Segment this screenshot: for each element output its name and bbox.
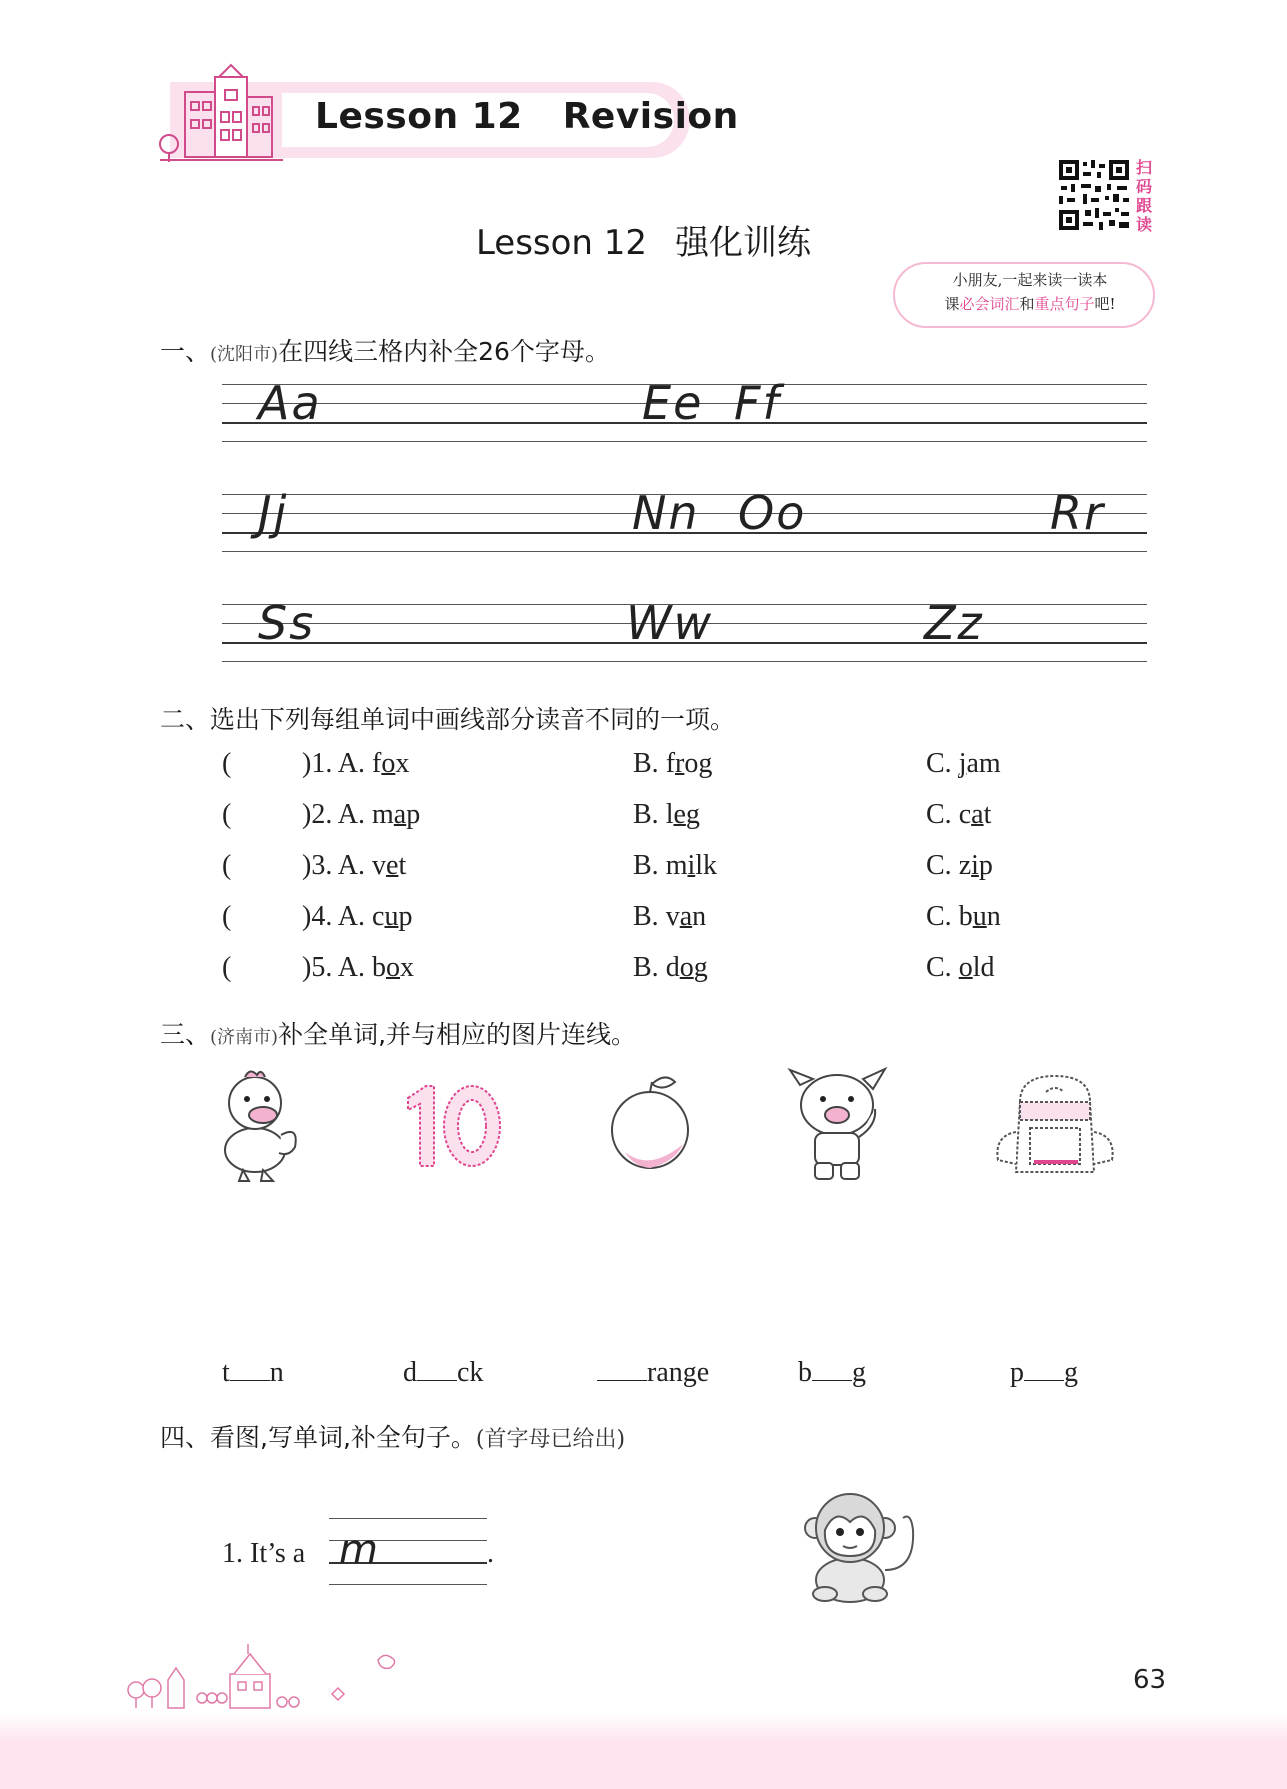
fill-in-word[interactable]	[222, 1357, 284, 1389]
section-2-number: 二、	[160, 705, 211, 734]
section-3-instruction: 补全单词,并与相应的图片连线。	[278, 1020, 637, 1049]
letter-pair: Nn	[632, 486, 700, 540]
question-number: 3. A.	[311, 850, 366, 881]
answer-paren-close: )	[302, 850, 312, 881]
section-3-title	[160, 1015, 636, 1051]
word-suffix: g	[852, 1357, 866, 1388]
option-b[interactable]	[633, 850, 717, 882]
word-suffix: g	[1064, 1357, 1078, 1388]
word-part: f	[665, 748, 676, 779]
given-first-letter: m	[339, 1527, 380, 1573]
option-label: B.	[633, 952, 659, 983]
fill-in-word[interactable]	[798, 1357, 866, 1389]
underlined-letter: e	[386, 850, 399, 881]
word-part: d	[665, 952, 680, 983]
answer-paren-open: (	[222, 952, 232, 983]
word-part: t	[983, 799, 992, 830]
underlined-letter: u	[384, 901, 399, 932]
letter-pair: Zz	[924, 596, 984, 650]
word-part: v	[372, 850, 387, 881]
underlined-letter: i	[687, 850, 696, 881]
letter-pair: Ff	[734, 376, 781, 430]
subtitle-lesson-label: Lesson 12	[475, 223, 648, 263]
option-label: B.	[633, 799, 659, 830]
speech-bubble	[893, 262, 1155, 328]
page-number: 63	[1133, 1665, 1167, 1695]
section-1-city: (沈阳市)	[210, 344, 279, 365]
word-part: g	[693, 952, 708, 983]
word-part: og	[684, 748, 713, 779]
section-4-number: 四、	[160, 1423, 211, 1452]
option-b[interactable]	[633, 748, 712, 780]
word-part: n	[692, 901, 707, 932]
fill-in-word[interactable]	[403, 1357, 483, 1389]
monkey-picture[interactable]	[795, 1490, 925, 1605]
bubble-text: 吧!	[1094, 295, 1116, 313]
section-3-city: (济南市)	[210, 1027, 279, 1048]
underlined-letter: a	[971, 799, 984, 830]
option-c[interactable]	[926, 850, 993, 882]
bag-picture[interactable]	[990, 1072, 1120, 1177]
writing-lines-row-1[interactable]	[222, 376, 1147, 440]
question-number: 1. A.	[311, 748, 366, 779]
underlined-letter: o	[679, 952, 694, 983]
bubble-text: 和	[1019, 295, 1035, 313]
word-part: lk	[695, 850, 718, 881]
answer-paren-close: )	[302, 901, 312, 932]
fill-in-word[interactable]	[597, 1357, 709, 1389]
question-number: 5. A.	[311, 952, 366, 983]
qr-scan-label: 扫码跟读	[1136, 158, 1153, 234]
letter-pair: Aa	[258, 376, 322, 430]
letter-pair: Ee	[642, 376, 704, 430]
word-suffix: ck	[457, 1357, 484, 1388]
word-part: n	[986, 901, 1001, 932]
section-1-title	[160, 332, 610, 368]
duck-picture[interactable]	[215, 1065, 305, 1185]
letter-pair: Rr	[1050, 486, 1105, 540]
answer-paren-open: (	[222, 901, 232, 932]
word-part: f	[372, 748, 382, 779]
writing-lines-row-2[interactable]	[222, 486, 1147, 550]
sentence-period: .	[487, 1538, 494, 1569]
letter-blank[interactable]	[812, 1358, 852, 1381]
option-label: C.	[926, 799, 952, 830]
word-part: c	[372, 901, 385, 932]
word-part: p	[978, 850, 993, 881]
word-part: p	[406, 799, 421, 830]
section-3-number: 三、	[160, 1020, 211, 1049]
word-part: t	[398, 850, 407, 881]
answer-paren-open: (	[222, 748, 232, 779]
underlined-letter: u	[972, 901, 987, 932]
bubble-highlight-vocab: 必会词汇	[959, 295, 1020, 313]
letter-pair: Oo	[738, 486, 807, 540]
option-label: B.	[633, 850, 659, 881]
header-lesson-label: Lesson 12	[315, 96, 523, 137]
underlined-letter: a	[679, 901, 693, 932]
underlined-letter: i	[971, 850, 979, 881]
word-part: x	[400, 952, 415, 983]
option-label: B.	[633, 901, 659, 932]
bubble-highlight-sentences: 重点句子	[1034, 295, 1095, 313]
option-label: C.	[926, 748, 952, 779]
word-part: ld	[972, 952, 995, 983]
footer-band	[0, 1712, 1287, 1789]
underlined-letter: j	[958, 748, 967, 779]
word-suffix: range	[647, 1357, 710, 1388]
answer-paren-open: (	[222, 799, 232, 830]
option-label: C.	[926, 850, 952, 881]
letter-blank[interactable]	[597, 1358, 647, 1381]
pig-picture[interactable]	[785, 1065, 890, 1185]
sentence-prefix: 1. It’s a	[222, 1538, 306, 1569]
word-part: am	[966, 748, 1001, 779]
option-a[interactable]	[302, 850, 406, 882]
school-building-icon	[155, 62, 290, 167]
section-4-title	[160, 1418, 625, 1454]
option-c[interactable]	[926, 901, 1001, 933]
sentence-writing-lines[interactable]	[329, 1518, 487, 1584]
word-part: b	[958, 901, 973, 932]
option-b[interactable]	[633, 952, 708, 984]
section-4-note: (首字母已给出)	[475, 1427, 626, 1452]
option-a[interactable]	[302, 748, 409, 780]
bubble-line-2	[907, 292, 1153, 316]
section-4-instruction: 看图,写单词,补全句子。	[210, 1423, 476, 1452]
section-1-instruction: 在四线三格内补全26个字母。	[278, 337, 610, 366]
letter-blank[interactable]	[1024, 1358, 1064, 1381]
answer-paren-close: )	[302, 799, 312, 830]
question-number: 2. A.	[311, 799, 366, 830]
ten-picture[interactable]	[400, 1080, 505, 1172]
option-c[interactable]	[926, 748, 1001, 780]
option-b[interactable]	[633, 901, 706, 933]
word-part: c	[958, 799, 972, 830]
bubble-line-1: 小朋友,一起来读一读本	[952, 271, 1108, 289]
answer-paren-close: )	[302, 952, 312, 983]
option-label: C.	[926, 952, 952, 983]
answer-paren-open: (	[222, 850, 232, 881]
page-subtitle	[0, 215, 1287, 264]
answer-paren-close: )	[302, 748, 312, 779]
underlined-letter: o	[381, 748, 396, 779]
question-number: 4. A.	[311, 901, 366, 932]
option-b[interactable]	[633, 799, 700, 831]
underlined-letter: o	[386, 952, 401, 983]
word-part: z	[958, 850, 972, 881]
word-prefix: d	[403, 1357, 417, 1388]
header-title	[315, 96, 739, 137]
word-part: b	[372, 952, 387, 983]
option-c[interactable]	[926, 952, 994, 984]
word-prefix: p	[1010, 1357, 1024, 1388]
word-part: v	[665, 901, 680, 932]
word-part: p	[398, 901, 413, 932]
letter-blank[interactable]	[230, 1358, 270, 1381]
underlined-letter: r	[675, 748, 685, 779]
word-part: m	[665, 850, 688, 881]
option-label: B.	[633, 748, 659, 779]
letter-pair: Ss	[258, 596, 316, 650]
option-a[interactable]	[302, 952, 414, 984]
section-2-title	[160, 700, 735, 736]
section-1-number: 一、	[160, 337, 211, 366]
letter-pair: Ww	[626, 596, 714, 650]
footer-town-icon	[122, 1640, 422, 1710]
subtitle-text: 强化训练	[675, 223, 812, 263]
letter-blank[interactable]	[417, 1358, 457, 1381]
word-part: m	[372, 799, 394, 830]
word-prefix: b	[798, 1357, 812, 1388]
word-suffix: n	[269, 1357, 284, 1388]
underlined-letter: o	[958, 952, 973, 983]
word-part: g	[685, 799, 700, 830]
option-label: C.	[926, 901, 952, 932]
option-a[interactable]	[302, 901, 412, 933]
word-part: l	[665, 799, 674, 830]
bubble-text: 课	[944, 295, 960, 313]
header-title-word: Revision	[562, 96, 739, 137]
fill-in-word[interactable]	[1010, 1357, 1078, 1389]
underlined-letter: e	[673, 799, 686, 830]
option-c[interactable]	[926, 799, 991, 831]
letter-pair: Jj	[258, 486, 289, 540]
underlined-letter: a	[393, 799, 407, 830]
word-part: x	[395, 748, 410, 779]
section-2-instruction: 选出下列每组单词中画线部分读音不同的一项。	[210, 705, 736, 734]
option-a[interactable]	[302, 799, 420, 831]
orange-picture[interactable]	[605, 1072, 695, 1172]
writing-lines-row-3[interactable]	[222, 596, 1147, 660]
word-prefix: t	[222, 1357, 230, 1388]
